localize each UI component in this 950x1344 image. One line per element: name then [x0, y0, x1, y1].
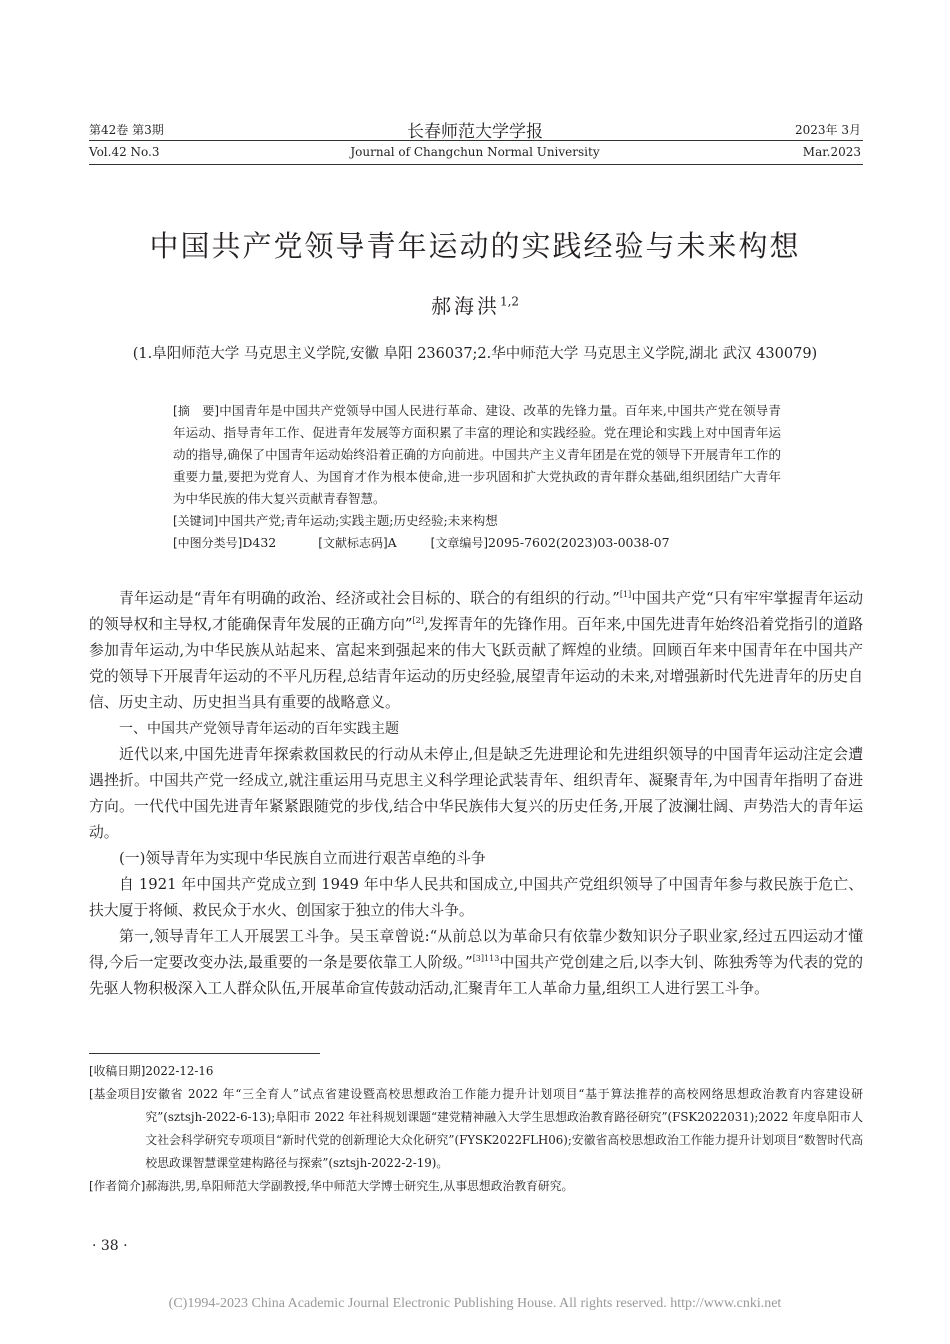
received-label: [收稿日期] [89, 1064, 146, 1078]
issue-date-cn: 2023年 3月 [795, 123, 861, 137]
article-no-label: [文章编号] [430, 536, 489, 550]
journal-title-en: Journal of Changchun Normal University [350, 145, 600, 159]
paragraph: 自 1921 年中国共产党成立到 1949 年中华人民共和国成立,中国共产党组织领导了中国青年参与救民族于危亡、扶大厦于将倾、救民众于水火、创国家于独立的伟大斗争。 [89, 876, 863, 919]
footnotes [89, 1060, 863, 1198]
paragraph: 近代以来,中国先进青年探索救国救民的行动从未停止,但是缺乏先进理论和先进组织领导的中国青年运动注定会遭遇挫折。中国共产党一经成立,就注重运用马克思主义科学理论武装青年、组织青年、凝聚青年,为中国青年指明了奋进方向。一代代中国先进青年紧紧跟随党的步伐,结合中华民族伟大复兴的历史任务,开展了波澜壮阔、声势浩大的青年运动。 [89, 746, 863, 841]
journal-title-cn: 长春师范大学学报 [407, 122, 543, 142]
article-title: 中国共产党领导青年运动的实践经验与未来构想 [149, 229, 801, 263]
article-body [89, 586, 863, 1002]
author-name: 郝海洪 [430, 294, 500, 318]
author-line [0, 290, 950, 319]
article-no-value: 2095-7602(2023)03-0038-07 [488, 535, 670, 550]
subsection-heading: (一)领导青年为实现中华民族自立而进行艰苦卓绝的斗争 [119, 850, 486, 867]
paragraph-text: 中国共产党“只有牢牢掌握青年运动的领导权和主导权,才能确保青年发展的正确方向” [89, 590, 863, 633]
abstract-text: 中国青年是中国共产党领导中国人民进行革命、建设、改革的先锋力量。百年来,中国共产党在领导青年运动、指导青年工作、促进青年发展等方面积累了丰富的理论和实践经验。党在理论和实践上对中国青年运动的指导,确保了中国青年运动始终沿着正确的方向前进。中国共产主义青年团是在党的领导下开展青年工作的重要力量,要把为党育人、为国育才作为根本使命,进一步巩固和扩大党执政的青年群众基础,组织团结广大青年为中华民族的伟大复兴贡献青春智慧。 [173, 403, 781, 506]
paragraph-text: 中国共产党创建之后,以李大钊、陈独秀等为代表的党的先驱人物积极深入工人群众队伍,开展革命宣传鼓动活动,汇聚青年工人革命力量,组织工人进行罢工斗争。 [89, 954, 863, 997]
abstract-label: [摘 要] [173, 404, 220, 418]
clc-value: D432 [242, 535, 277, 550]
header-rule-top [89, 140, 863, 141]
clc-label: [中图分类号] [173, 536, 243, 550]
received-date: 2022-12-16 [145, 1064, 214, 1078]
footnote-rule [89, 1053, 320, 1054]
paragraph-text: 第一,领导青年工人开展罢工斗争。吴玉章曾说:“从前总以为革命只有依靠少数知识分子职业家,经过五四运动才懂得,今后一定要改变办法,最重要的一条是要依靠工人阶级。” [89, 928, 863, 971]
author-bio: 郝海洪,男,阜阳师范大学副教授,华中师范大学博士研究生,从事思想政治教育研究。 [145, 1179, 574, 1193]
doc-code-value: A [387, 535, 397, 550]
author-affil-sup: 1,2 [499, 294, 520, 309]
paragraph-text: 青年运动是“青年有明确的政治、经济或社会目标的、联合的有组织的行动。” [119, 590, 620, 607]
keywords: 中国共产党;青年运动;实践主题;历史经验;未来构想 [218, 513, 498, 528]
volume-issue-en: Vol.42 No.3 [89, 145, 160, 159]
citation-ref: [3]113 [472, 954, 500, 964]
copyright-watermark: (C)1994-2023 China Academic Journal Electronic Publishing House. All rights reserved. http://www.cnki.net [168, 1296, 782, 1311]
paragraph [89, 586, 863, 716]
volume-issue-cn: 第42卷 第3期 [89, 123, 164, 137]
abstract-block [173, 400, 781, 554]
issue-date-en: Mar.2023 [802, 145, 861, 159]
citation-ref: [2] [412, 616, 424, 626]
fund-text: 安徽省 2022 年“三全育人”试点省建设暨高校思想政治工作能力提升计划项目“基于算法推荐的高校网络思想政治教育内容建设研究”(sztsjh-2022-6-13);阜阳市 2022 年社科规划课题“建党精神融入大学生思想政治教育路径研究”(FSK2022031);2022 年度阜阳市人文社会科学研究专项项目“新时代党的创新理论大众化研究”(FYSK2022FLH06);安徽省高校思想政治工作能力提升计划项目“数智时代高校思政课智慧课堂建构路径与探索”(sztsjh-2022-2-19)。 [145, 1087, 863, 1170]
fund-label: [基金项目] [89, 1087, 146, 1101]
paragraph-text: ,发挥青年的先锋作用。百年来,中国先进青年始终沿着党指引的道路参加青年运动,为中华民族从站起来、富起来到强起来的伟大飞跃贡献了辉煌的业绩。回顾百年来中国青年在中国共产党的领导下开展青年运动的不平凡历程,总结青年运动的历史经验,展望青年运动的未来,对增强新时代先进青年的历史自信、历史主动、历史担当具有重要的战略意义。 [89, 616, 863, 711]
page-number: · 38 · [92, 1238, 128, 1254]
paragraph [89, 924, 863, 1002]
citation-ref: [1] [619, 590, 632, 600]
author-bio-label: [作者简介] [89, 1179, 146, 1193]
section-heading: 一、中国共产党领导青年运动的百年实践主题 [119, 721, 399, 737]
keywords-label: [关键词] [173, 514, 219, 528]
header-rule-bottom [89, 164, 863, 165]
affiliation: (1.阜阳师范大学 马克思主义学院,安徽 阜阳 236037;2.华中师范大学 马克思主义学院,湖北 武汉 430079) [132, 346, 818, 362]
doc-code-label: [文献标志码] [318, 536, 388, 550]
